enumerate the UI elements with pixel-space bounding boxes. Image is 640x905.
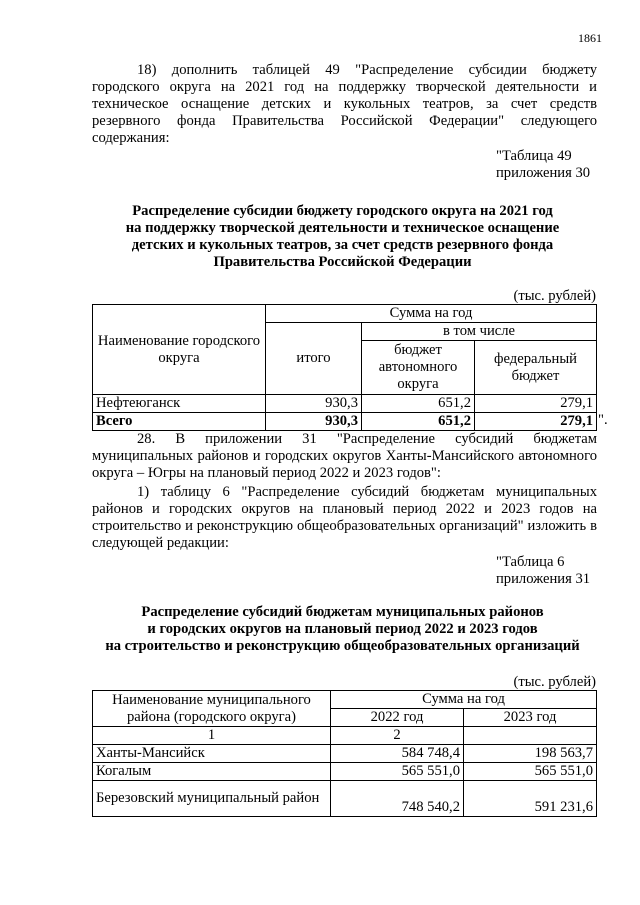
table6-header-name: Наименование муниципального района (городского округа)	[93, 691, 331, 727]
table49-cell-total: 930,3	[266, 395, 362, 413]
table-row	[93, 745, 597, 763]
table6-units: (тыс. рублей)	[513, 674, 596, 690]
paragraph-18: 18) дополнить таблицей 49 "Распределение субсидии бюджету городского округа на 2021 год на поддержку творческой деятельности и техническое оснащение детских и кукольных театров, за счет средств резервного фонда Правительства Российской Федерации" следующего содержания:	[92, 62, 597, 146]
table49-units: (тыс. рублей)	[513, 288, 596, 304]
table49-cell-fed: 279,1	[475, 395, 597, 413]
table-row	[93, 413, 597, 431]
table-row	[93, 781, 597, 817]
table49-header-sum: Сумма на год	[266, 305, 597, 323]
table49-title-line1: Распределение субсидии бюджету городского округа на 2021 год	[132, 203, 553, 219]
table49-reference-line1: "Таблица 49	[496, 148, 572, 164]
table49-cell-name: Всего	[93, 413, 266, 431]
table6-title	[70, 604, 615, 655]
table49-cell-total: 930,3	[266, 413, 362, 431]
table6-header-sum: Сумма на год	[331, 691, 597, 709]
table6-title-line2: и городских округов на плановый период 2022 и 2023 годов	[147, 621, 538, 637]
table6-cell-name: Ханты-Мансийск	[93, 745, 331, 763]
table6-num-2: 2	[331, 727, 464, 745]
table6-cell-2022: 584 748,4	[331, 745, 464, 763]
table49-header-ao: бюджет автономного округа	[362, 341, 475, 395]
page-number: 1861	[578, 31, 602, 45]
table6-cell-2022: 565 551,0	[331, 763, 464, 781]
table49-header-name: Наименование городского округа	[93, 305, 266, 395]
table49-title-line3: детских и кукольных театров, за счет средств резервного фонда	[131, 237, 554, 253]
table6-header-2022: 2022 год	[331, 709, 464, 727]
table6-cell-2023: 591 231,6	[464, 781, 597, 817]
table-row	[93, 763, 597, 781]
table49-closing-quote: ".	[598, 412, 608, 428]
table49-header-itogo: итого	[266, 323, 362, 395]
table6-num-1: 1	[93, 727, 331, 745]
table49-cell-ao: 651,2	[362, 395, 475, 413]
table6-cell-2022: 748 540,2	[331, 781, 464, 817]
table6-cell-name: Березовский муниципальный район	[93, 781, 331, 817]
table6-cell-name: Когалым	[93, 763, 331, 781]
table6-num-3	[464, 727, 597, 745]
table49-header-incl: в том числе	[362, 323, 597, 341]
table49-reference-line2: приложения 30	[496, 165, 591, 181]
table49-cell-name: Нефтеюганск	[93, 395, 266, 413]
table49-header-fed: федеральный бюджет	[475, 341, 597, 395]
table-row	[93, 395, 597, 413]
table49-title	[70, 203, 615, 271]
table6-title-line1: Распределение субсидий бюджетам муниципальных районов	[141, 604, 544, 620]
paragraph-28: 28. В приложении 31 "Распределение субсидий бюджетам муниципальных районов и городских округов Ханты-Мансийского автономного округа – Югры на плановый период 2022 и 2023 годов":	[92, 431, 597, 481]
table6-reference	[496, 554, 611, 588]
paragraph-1: 1) таблицу 6 "Распределение субсидий бюджетам муниципальных районов и городских округов на плановый период 2022 и 2023 годов на строительство и реконструкцию общеобразовательных организаций" изложить в следующей редакции:	[92, 484, 597, 551]
table6	[92, 690, 597, 817]
table49-cell-fed: 279,1	[475, 413, 597, 431]
table6-cell-2023: 565 551,0	[464, 763, 597, 781]
table6-reference-line2: приложения 31	[496, 571, 591, 587]
table6-reference-line1: "Таблица 6	[496, 554, 565, 570]
table49	[92, 304, 597, 431]
table49-title-line2: на поддержку творческой деятельности и техническое оснащение	[125, 220, 560, 236]
table49-reference	[496, 148, 611, 182]
table49-cell-ao: 651,2	[362, 413, 475, 431]
table6-header-2023: 2023 год	[464, 709, 597, 727]
table6-title-line3: на строительство и реконструкцию общеобразовательных организаций	[105, 638, 580, 654]
table6-cell-2023: 198 563,7	[464, 745, 597, 763]
table49-title-line4: Правительства Российской Федерации	[213, 254, 472, 270]
